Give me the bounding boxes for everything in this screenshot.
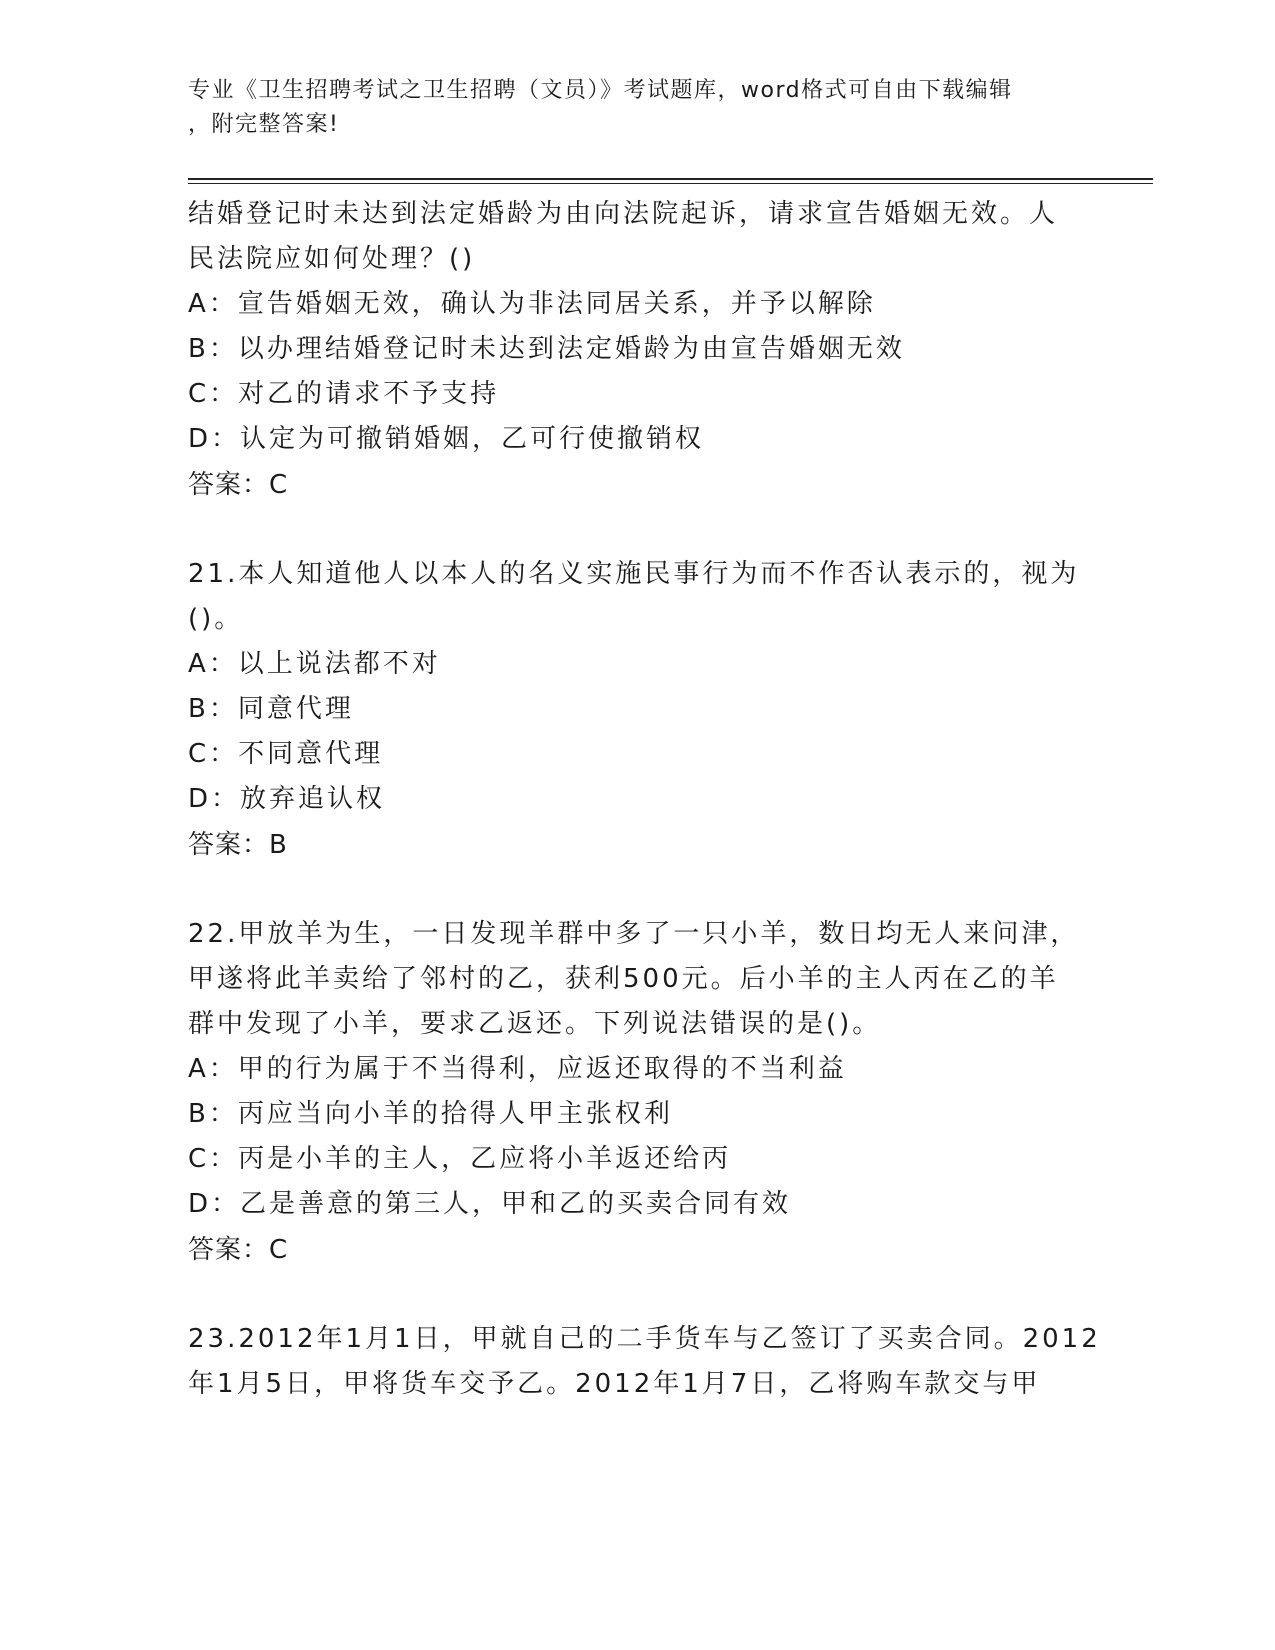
option-d: D：认定为可撤销婚姻，乙可行使撤销权 xyxy=(188,424,705,454)
question-text: 群中发现了小羊，要求乙返还。下列说法错误的是()。 xyxy=(188,1009,882,1039)
answer: 答案：C xyxy=(188,1235,289,1265)
option-d: D：放弃追认权 xyxy=(188,784,386,814)
question-text: 结婚登记时未达到法定婚龄为由向法院起诉，请求宣告婚姻无效。人 xyxy=(188,199,1059,229)
answer: 答案：C xyxy=(188,470,289,500)
question-21 xyxy=(188,552,1088,868)
document-header xyxy=(188,74,1068,142)
question-list xyxy=(188,192,1101,1407)
option-c: C：对乙的请求不予支持 xyxy=(188,379,500,409)
question-text: 21.本人知道他人以本人的名义实施民事行为而不作否认表示的，视为 xyxy=(188,559,1080,589)
question-text: 民法院应如何处理？() xyxy=(188,244,476,274)
header-line-2: ，附完整答案! xyxy=(188,112,340,137)
option-b: B：同意代理 xyxy=(188,694,354,724)
question-22 xyxy=(188,912,1088,1273)
header-line-1: 专业《卫生招聘考试之卫生招聘（文员）》考试题库，word格式可自由下载编辑 xyxy=(188,78,1013,103)
option-b: B：以办理结婚登记时未达到法定婚龄为由宣告婚姻无效 xyxy=(188,334,905,364)
question-text: 甲遂将此羊卖给了邻村的乙，获利500元。后小羊的主人丙在乙的羊 xyxy=(188,964,1059,994)
option-b: B：丙应当向小羊的拾得人甲主张权利 xyxy=(188,1099,673,1129)
question-text: 23.2012年1月1日，甲就自己的二手货车与乙签订了买卖合同。2012 xyxy=(188,1324,1101,1354)
question-text: 22.甲放羊为生，一日发现羊群中多了一只小羊，数日均无人来问津， xyxy=(188,919,1080,949)
answer: 答案：B xyxy=(188,830,288,860)
option-c: C：丙是小羊的主人，乙应将小羊返还给丙 xyxy=(188,1144,732,1174)
option-a: A：甲的行为属于不当得利，应返还取得的不当利益 xyxy=(188,1054,847,1084)
option-a: A：宣告婚姻无效，确认为非法同居关系，并予以解除 xyxy=(188,289,876,319)
header-divider-thin xyxy=(188,183,1153,184)
option-a: A：以上说法都不对 xyxy=(188,649,441,679)
option-c: C：不同意代理 xyxy=(188,739,384,769)
option-d: D：乙是善意的第三人，甲和乙的买卖合同有效 xyxy=(188,1189,792,1219)
question-text: ()。 xyxy=(188,604,244,634)
question-20 xyxy=(188,192,1088,508)
header-divider-thick xyxy=(188,178,1153,180)
question-23 xyxy=(188,1317,1101,1407)
question-text: 年1月5日，甲将货车交予乙。2012年1月7日，乙将购车款交与甲 xyxy=(188,1369,1041,1399)
